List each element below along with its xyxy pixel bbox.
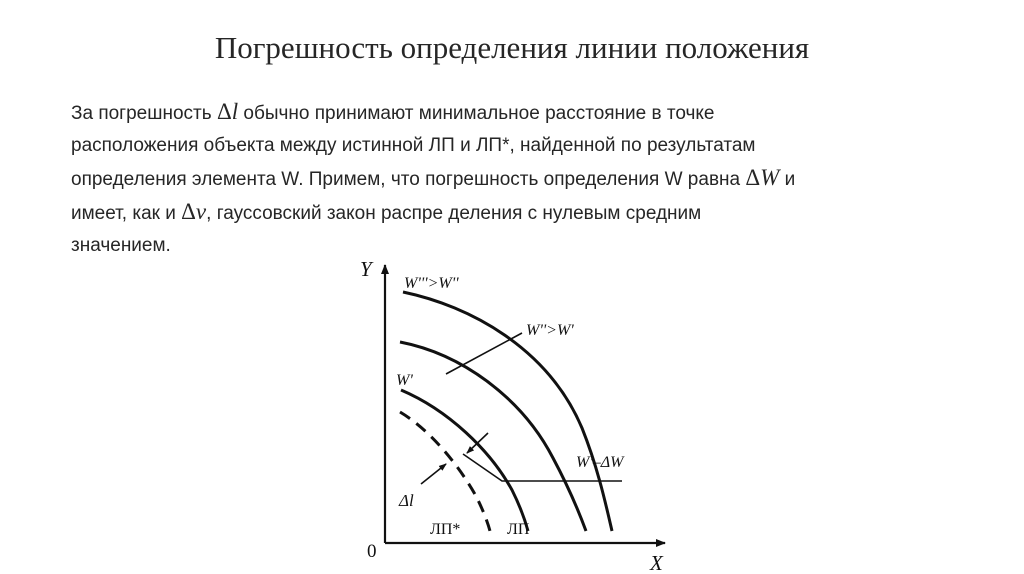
paragraph-line-5: значением. <box>71 235 171 256</box>
paragraph-line-2: расположения объекта между истинной ЛП и ЛП*, найденной по результатам <box>71 135 756 156</box>
paragraph-text: имеет, как и <box>71 203 182 224</box>
label-delta-l: Δl <box>399 491 414 510</box>
isoline-w-double-prime <box>400 342 586 531</box>
paragraph-text: определения элемента W. Примем, что погрешность определения W равна <box>71 169 746 190</box>
label-w-double-prime: W''>W' <box>526 322 574 339</box>
label-w-prime: W' <box>396 372 413 389</box>
origin-label: 0 <box>367 541 377 562</box>
isoline-w-triple-prime <box>403 292 612 531</box>
paragraph-text: , гауссовский закон распре деления с нулевым средним <box>206 203 702 224</box>
delta-l-formula: Δl <box>216 99 239 124</box>
label-w-triple-prime: W'''>W'' <box>404 275 459 292</box>
axis-y-label: Y <box>360 257 372 281</box>
label-lp: ЛП <box>507 521 530 538</box>
paragraph-text: и <box>779 169 796 190</box>
leader-w-double-prime <box>446 333 522 374</box>
delta-w-formula: ΔW <box>745 165 780 190</box>
axis-x-label: X <box>650 551 663 574</box>
label-w-minus-delta-w: W'–ΔW <box>576 454 624 471</box>
paragraph-text: За погрешность <box>71 103 217 124</box>
delta-l-arrow-lower <box>421 464 446 484</box>
slide-title: Погрешность определения линии положения <box>214 30 810 65</box>
isoline-lp-star-dashed <box>400 412 490 531</box>
label-lp-star: ЛП* <box>430 521 461 538</box>
paragraph-text: обычно принимают минимальное расстояние в точке <box>238 103 715 124</box>
isoline-lp <box>401 390 528 531</box>
delta-nu-formula: Δν <box>181 199 207 224</box>
